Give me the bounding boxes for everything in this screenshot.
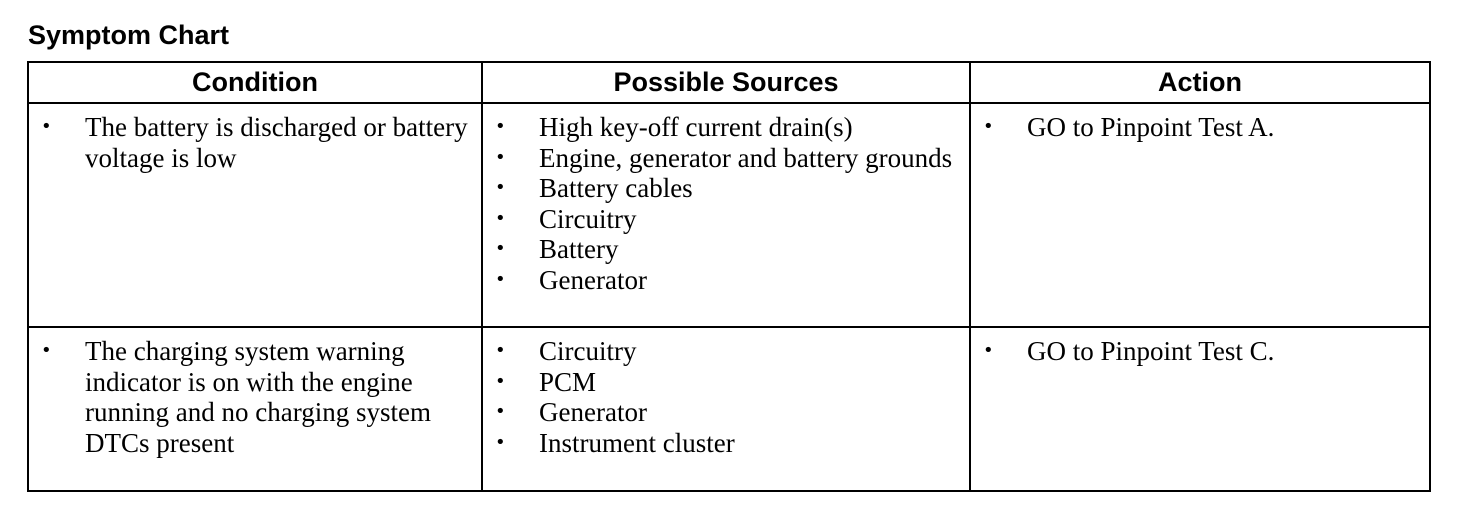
source-text: Battery cables [539, 173, 693, 203]
sources-cell [482, 327, 970, 491]
bullet-icon: • [983, 116, 994, 137]
list-item [29, 112, 473, 173]
list-item [483, 204, 961, 235]
source-text: Instrument cluster [539, 427, 735, 458]
source-text: Engine, generator and battery grounds [539, 142, 953, 173]
table-row [28, 327, 1430, 491]
list-item [483, 336, 961, 367]
bullet-icon: • [495, 177, 506, 198]
bullet-icon: • [495, 401, 506, 422]
bullet-icon: • [495, 340, 506, 361]
bullet-icon: • [495, 431, 506, 453]
list-item [483, 428, 961, 459]
header-condition: Condition [28, 62, 482, 103]
action-cell [970, 103, 1430, 327]
bullet-icon: • [495, 116, 506, 137]
bullet-icon: • [983, 340, 994, 361]
source-text: Generator [539, 264, 647, 295]
bullet-icon: • [41, 116, 52, 137]
source-text: Generator [539, 397, 647, 427]
list-item [483, 397, 961, 428]
action-text: GO to Pinpoint Test A. [1027, 112, 1275, 142]
source-text: Circuitry [539, 336, 637, 366]
symptom-chart-table [27, 61, 1431, 492]
source-text: PCM [539, 366, 597, 397]
header-row [28, 62, 1430, 103]
list-item [483, 112, 961, 143]
list-item [971, 336, 1421, 367]
bullet-icon: • [495, 268, 506, 290]
list-item [483, 367, 961, 398]
table-row [28, 103, 1430, 327]
bullet-icon: • [495, 207, 506, 229]
condition-text: The battery is discharged or battery voltage is low [85, 112, 468, 173]
list-item [483, 234, 961, 265]
action-text: GO to Pinpoint Test C. [1027, 336, 1275, 366]
bullet-icon: • [495, 370, 506, 392]
source-text: High key-off current drain(s) [539, 112, 853, 142]
header-possible-sources: Possible Sources [482, 62, 970, 103]
bullet-icon: • [495, 238, 506, 259]
condition-cell [28, 327, 482, 491]
sources-cell [482, 103, 970, 327]
condition-cell [28, 103, 482, 327]
list-item [483, 265, 961, 296]
action-cell [970, 327, 1430, 491]
list-item [483, 173, 961, 204]
source-text: Circuitry [539, 203, 637, 234]
chart-title: Symptom Chart [28, 20, 230, 50]
list-item [29, 336, 473, 458]
source-text: Battery [539, 234, 619, 264]
list-item [971, 112, 1421, 143]
bullet-icon: • [495, 146, 506, 168]
list-item [483, 143, 961, 174]
header-action: Action [970, 62, 1430, 103]
bullet-icon: • [41, 340, 52, 361]
condition-text: The charging system warning indicator is on with the engine running and no charging system DTCs present [85, 336, 431, 458]
